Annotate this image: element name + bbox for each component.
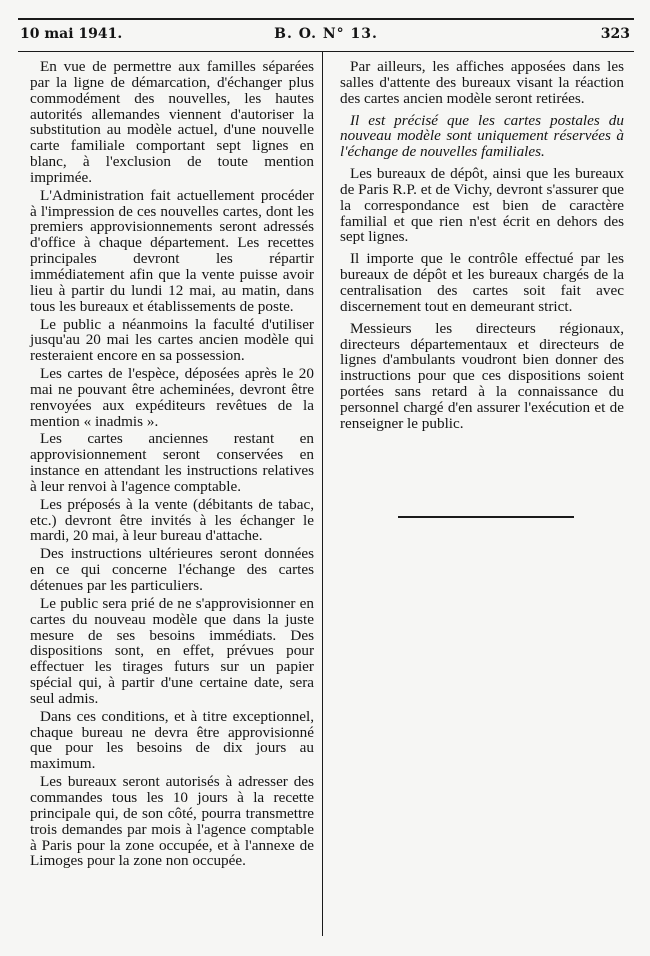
header-date: 10 mai 1941. xyxy=(20,26,123,42)
paragraph: Les bureaux de dépôt, ainsi que les bureaux de Paris R.P. et de Vichy, devront s'assurer que la correspondance est bien de caractère familial et que rien n'est écrit en dehors des sept lignes. xyxy=(340,165,624,246)
header-bulletin-number: B. O. N° 13. xyxy=(274,26,378,42)
paragraph: Des instructions ultérieures seront données en ce qui concerne l'échange des cartes détenues par les particuliers. xyxy=(30,545,314,594)
column-divider xyxy=(322,51,323,936)
paragraph: Il importe que le contrôle effectué par les bureaux de dépôt et les bureaux chargés de la centralisation des cartes soit fait avec discernement tout en demeurant strict. xyxy=(340,250,624,315)
paragraph: Par ailleurs, les affiches apposées dans les salles d'attente des bureaux visant la réaction des cartes ancien modèle seront retirées. xyxy=(340,58,624,107)
header-page-number: 323 xyxy=(600,26,630,42)
paragraph: Messieurs les directeurs régionaux, directeurs départementaux et directeurs de lignes d'ambulants voudront bien donner des instructions pour que ces dispositions soient portées sans retard à la connaissance du personnel chargé d'en assurer l'exécution et de renseigner le public. xyxy=(340,319,624,432)
page-header xyxy=(18,26,634,48)
left-column xyxy=(30,59,314,871)
top-rule xyxy=(18,18,634,20)
paragraph: En vue de permettre aux familles séparées par la ligne de démarcation, d'échanger plus commodément des nouvelles, les hautes autorités allemandes viennent d'autoriser la substitution au modèle actuel, d'une nouvelle carte familiale comportant sept lignes en blanc, à l'exclusion de toute mention imprimée. xyxy=(30,58,314,186)
italic-notice-paragraph: Il est précisé que les cartes postales du nouveau modèle sont uniquement réservées à l'échange de nouvelles familiales. xyxy=(340,111,624,161)
paragraph: L'Administration fait actuellement procéder à l'impression de ces nouvelles cartes, dont les premiers approvisionnements seront adressés d'office à chaque département. Les recettes principales devront les répartir immédiatement afin que la vente puisse avoir lieu à partir du lundi 12 mai, au matin, dans tous les bureaux et établissements de poste. xyxy=(30,186,314,315)
paragraph: Le public a néanmoins la faculté d'utiliser jusqu'au 20 mai les cartes ancien modèle qui resteraient encore en sa possession. xyxy=(30,315,314,365)
right-column xyxy=(340,59,624,434)
paragraph: Le public sera prié de ne s'approvisionner en cartes du nouveau modèle que dans la juste mesure de ses besoins immédiats. Des dispositions sont, en effet, prévues pour effectuer les tirages futurs sur un papier spécial qui, à partir d'une certaine date, sera seul admis. xyxy=(30,594,314,707)
paragraph: Les préposés à la vente (débitants de tabac, etc.) devront être invités à les échanger le mardi, 20 mai, à leur bureau d'attache. xyxy=(30,495,314,545)
header-rule xyxy=(18,51,634,52)
paragraph: Les bureaux seront autorisés à adresser des commandes tous les 10 jours à la recette principale qui, de son côté, pourra transmettre trois demandes par mois à l'agence comptable à Paris pour la zone occupée, et à l'annexe de Limoges pour la zone non occupée. xyxy=(30,773,314,870)
paragraph: Dans ces conditions, et à titre exceptionnel, chaque bureau ne devra être approvisionné que pour les besoins de dix jours au maximum. xyxy=(30,707,314,773)
paragraph: Les cartes de l'espèce, déposées après le 20 mai ne pouvant être acheminées, devront être renvoyées aux expéditeurs revêtues de la mention « inadmis ». xyxy=(30,365,314,430)
paragraph: Les cartes anciennes restant en approvisionnement seront conservées en instance en attendant les instructions relatives à leur renvoi à l'agence comptable. xyxy=(30,430,314,495)
section-end-rule xyxy=(398,516,574,518)
